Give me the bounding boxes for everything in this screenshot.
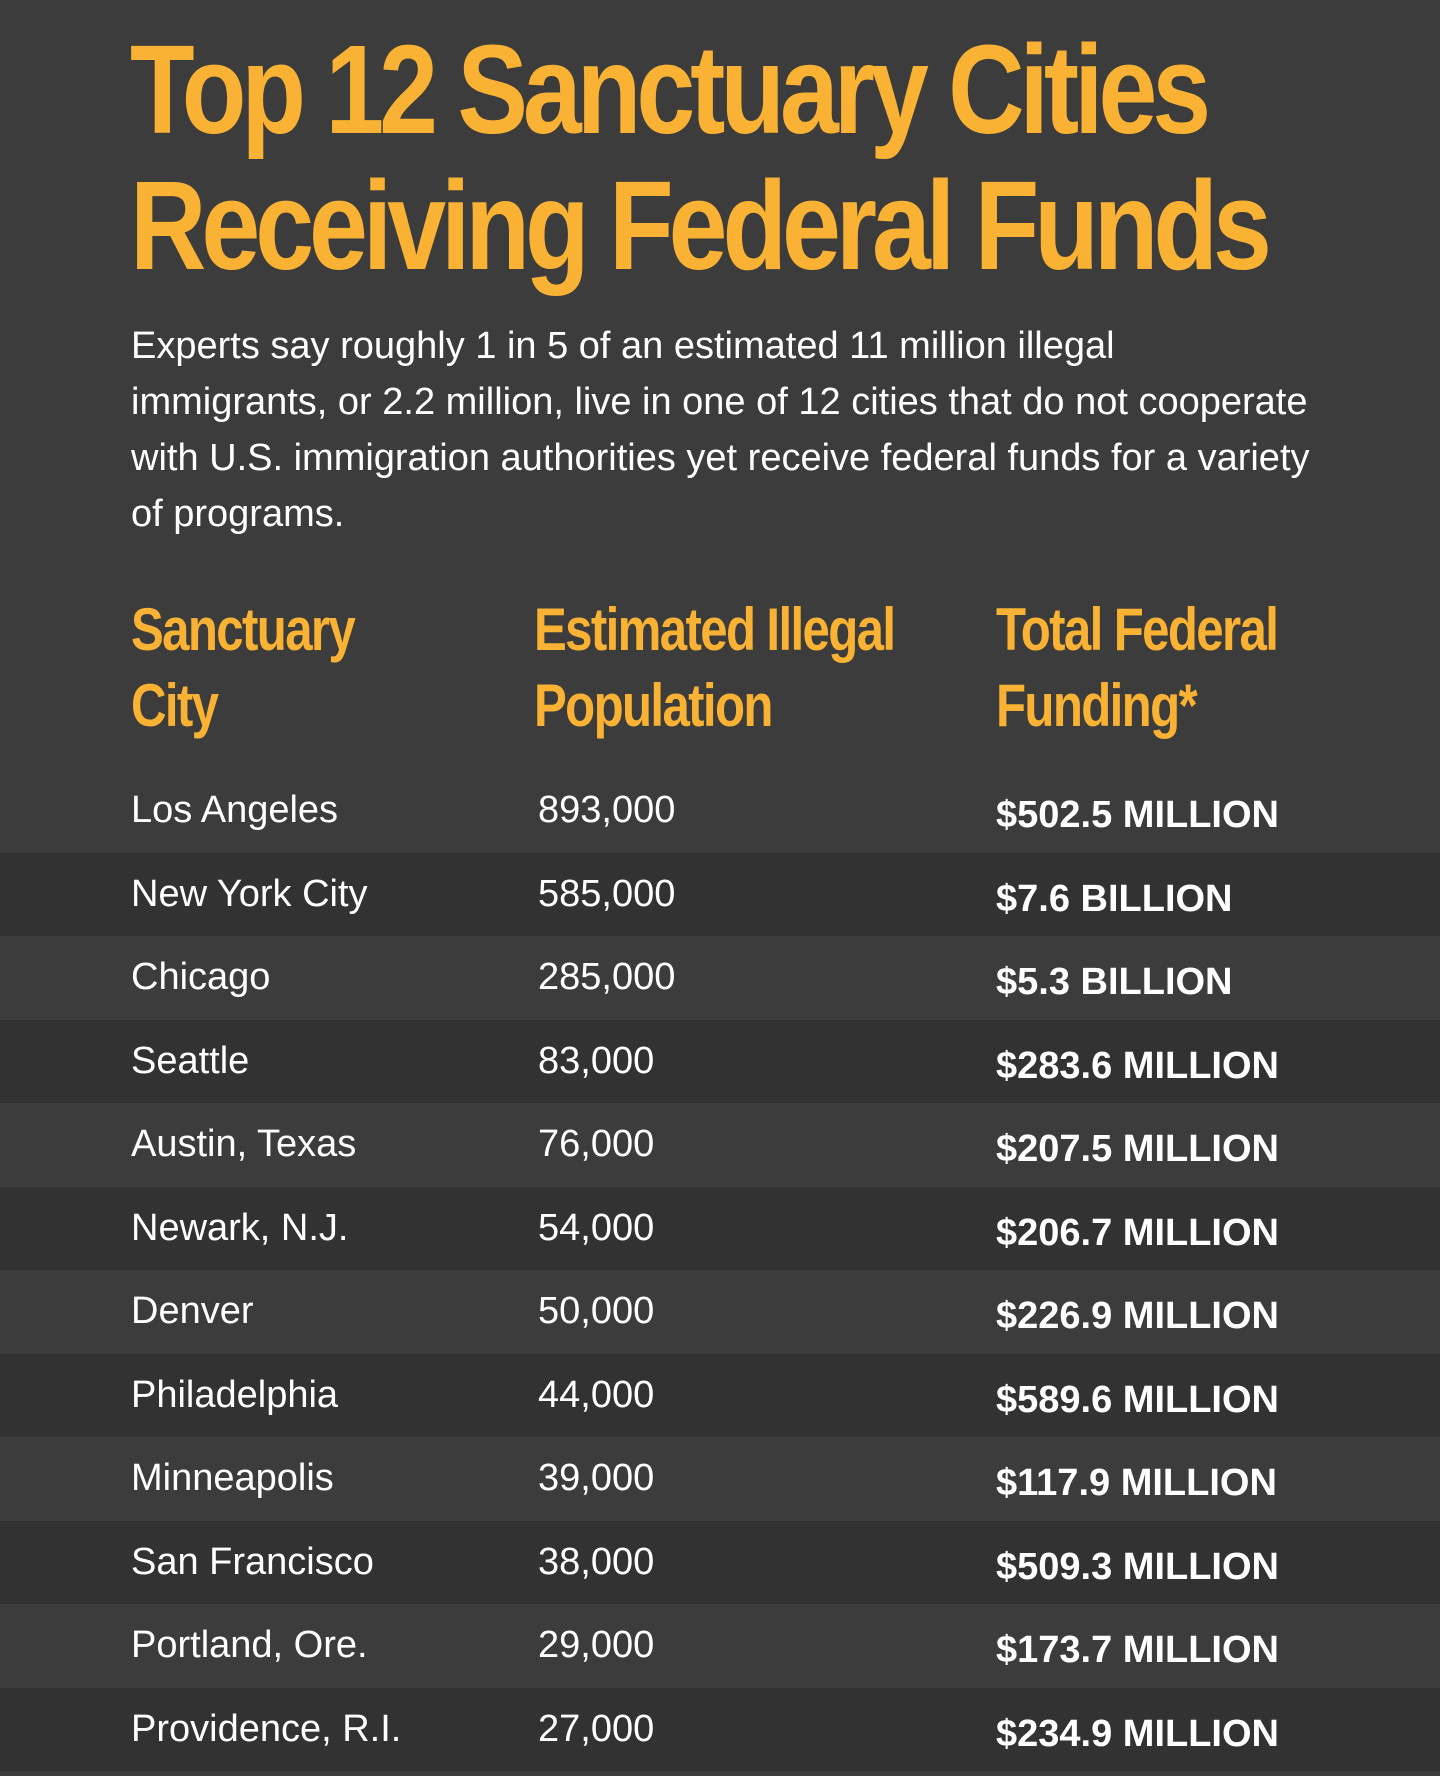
intro-paragraph: Experts say roughly 1 in 5 of an estimated 11 million illegal immigrants, or 2.2 million, live in one of 12 cities that do not cooperate with U.S. immigration authorities yet receive federal funds for a variety of programs. (131, 318, 1311, 542)
population-value: 44,000 (538, 1354, 654, 1438)
table-row (0, 936, 1440, 1020)
population-value: 27,000 (538, 1688, 654, 1772)
funding-value: $589.6 MILLION (996, 1359, 1279, 1443)
population-value: 39,000 (538, 1437, 654, 1521)
title-line-1: Top 12 Sanctuary Cities (130, 22, 1205, 158)
column-header-city (131, 592, 354, 744)
population-value: 76,000 (538, 1103, 654, 1187)
column-header-funding-line-1: Total Federal (996, 592, 1277, 668)
city-name: Providence, R.I. (131, 1688, 401, 1772)
column-header-city-line-1: Sanctuary (131, 592, 354, 668)
title-line-2: Receiving Federal Funds (130, 158, 1205, 294)
population-value: 893,000 (538, 769, 675, 853)
cities-table (0, 769, 1440, 1771)
page-title (130, 22, 1205, 294)
city-name: Los Angeles (131, 769, 338, 853)
city-name: Seattle (131, 1020, 249, 1104)
city-name: Chicago (131, 936, 270, 1020)
column-header-population-line-1: Estimated Illegal (534, 592, 894, 668)
city-name: New York City (131, 853, 368, 937)
table-row (0, 1688, 1440, 1772)
city-name: Austin, Texas (131, 1103, 356, 1187)
population-value: 83,000 (538, 1020, 654, 1104)
column-header-population-line-2: Population (534, 668, 894, 744)
funding-value: $509.3 MILLION (996, 1526, 1279, 1610)
population-value: 29,000 (538, 1604, 654, 1688)
table-row (0, 1103, 1440, 1187)
population-value: 54,000 (538, 1187, 654, 1271)
table-row (0, 1187, 1440, 1271)
city-name: San Francisco (131, 1521, 374, 1605)
city-name: Philadelphia (131, 1354, 338, 1438)
city-name: Denver (131, 1270, 254, 1354)
table-row (0, 1521, 1440, 1605)
table-row (0, 1437, 1440, 1521)
funding-value: $207.5 MILLION (996, 1108, 1279, 1192)
funding-value: $502.5 MILLION (996, 774, 1279, 858)
table-row (0, 1354, 1440, 1438)
population-value: 585,000 (538, 853, 675, 937)
population-value: 38,000 (538, 1521, 654, 1605)
column-header-funding (996, 592, 1277, 744)
table-row (0, 853, 1440, 937)
funding-value: $283.6 MILLION (996, 1025, 1279, 1109)
funding-value: $7.6 BILLION (996, 858, 1233, 942)
table-row (0, 1604, 1440, 1688)
funding-value: $206.7 MILLION (996, 1192, 1279, 1276)
city-name: Newark, N.J. (131, 1187, 348, 1271)
table-row (0, 1020, 1440, 1104)
population-value: 50,000 (538, 1270, 654, 1354)
funding-value: $226.9 MILLION (996, 1275, 1279, 1359)
city-name: Portland, Ore. (131, 1604, 368, 1688)
funding-value: $5.3 BILLION (996, 941, 1233, 1025)
population-value: 285,000 (538, 936, 675, 1020)
column-header-funding-line-2: Funding* (996, 668, 1277, 744)
funding-value: $173.7 MILLION (996, 1609, 1279, 1693)
funding-value: $117.9 MILLION (996, 1442, 1277, 1526)
funding-value: $234.9 MILLION (996, 1693, 1279, 1776)
column-header-population (534, 592, 894, 744)
column-header-city-line-2: City (131, 668, 354, 744)
table-row (0, 1270, 1440, 1354)
city-name: Minneapolis (131, 1437, 334, 1521)
table-row (0, 769, 1440, 853)
